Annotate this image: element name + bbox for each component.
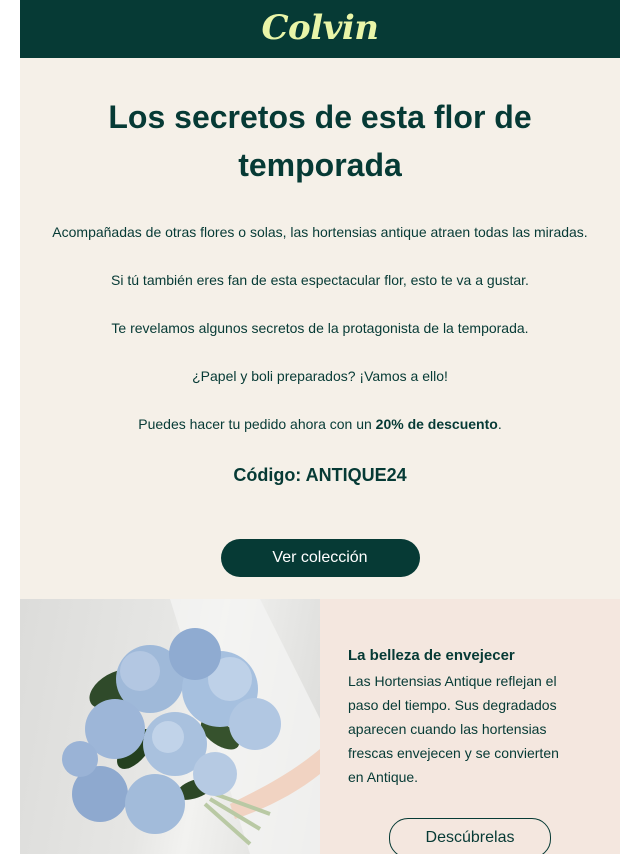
email-container [20,0,620,854]
hero-title: Los secretos de esta flor de temporada [108,99,532,183]
discount-suffix: . [497,416,502,432]
hydrangea-illustration [20,599,320,854]
hero-section [20,58,620,599]
discount-code: Código: ANTIQUE24 [233,465,407,485]
feature-text-panel [320,599,620,854]
header-bar [20,0,620,58]
discount-amount: 20% de descuento [375,416,498,432]
feature-title: La belleza de envejecer [348,647,515,664]
discount-prefix: Puedes hacer tu pedido ahora con un [138,416,376,432]
feature-body: Las Hortensias Antique reflejan el paso del tiempo. Sus degradados aparecen cuando las hortensias frescas envejecen y se convierten en Antique. [348,673,559,785]
view-collection-button[interactable]: Ver colección [221,539,420,577]
hero-paragraph-2: Si tú también eres fan de esta espectacular flor, esto te va a gustar. [111,272,529,288]
hero-paragraph-3: Te revelamos algunos secretos de la protagonista de la temporada. [111,320,529,336]
discover-button[interactable]: Descúbrelas [389,818,551,854]
hero-paragraph-4: ¿Papel y boli preparados? ¡Vamos a ello! [192,368,448,384]
colvin-logo[interactable]: Colvin [261,8,379,48]
feature-section [20,599,620,854]
hero-paragraph-discount [20,384,620,432]
hydrangea-bouquet-photo [20,599,320,854]
hero-paragraph-1: Acompañadas de otras flores o solas, las hortensias antique atraen todas las miradas. [52,224,588,240]
